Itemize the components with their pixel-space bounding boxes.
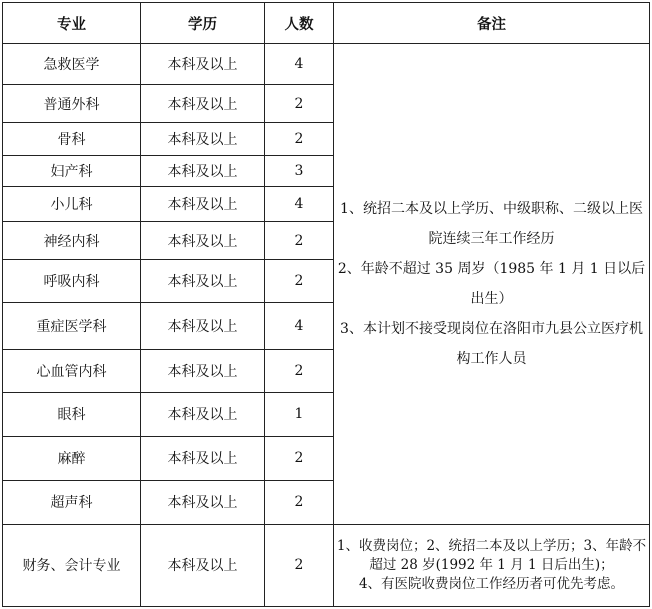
- header-notes: 备注: [334, 3, 650, 44]
- major-cell: 急救医学: [3, 44, 141, 85]
- education-cell: 本科及以上: [141, 392, 265, 436]
- education-cell: 本科及以上: [141, 222, 265, 260]
- count-cell: 2: [265, 222, 334, 260]
- count-cell: 4: [265, 44, 334, 85]
- header-major: 专业: [3, 3, 141, 44]
- count-cell: 2: [265, 524, 334, 606]
- education-cell: 本科及以上: [141, 524, 265, 606]
- education-cell: 本科及以上: [141, 303, 265, 349]
- count-cell: 2: [265, 123, 334, 156]
- major-cell: 超声科: [3, 480, 141, 524]
- major-cell: 麻醉: [3, 436, 141, 480]
- count-cell: 2: [265, 436, 334, 480]
- major-cell: 财务、会计专业: [3, 524, 141, 606]
- count-cell: 2: [265, 480, 334, 524]
- header-count: 人数: [265, 3, 334, 44]
- clinical-notes-cell: [334, 44, 650, 525]
- education-cell: 本科及以上: [141, 260, 265, 303]
- education-cell: 本科及以上: [141, 436, 265, 480]
- education-cell: 本科及以上: [141, 187, 265, 222]
- recruitment-table: [2, 2, 650, 607]
- count-cell: 2: [265, 260, 334, 303]
- note-line: 2、年龄不超过 35 周岁（1985 年 1 月 1 日以后出生）: [337, 260, 646, 307]
- education-cell: 本科及以上: [141, 156, 265, 187]
- finance-notes-cell: [334, 524, 650, 606]
- count-cell: 4: [265, 187, 334, 222]
- header-education: 学历: [141, 3, 265, 44]
- major-cell: 心血管内科: [3, 349, 141, 392]
- major-cell: 神经内科: [3, 222, 141, 260]
- count-cell: 3: [265, 156, 334, 187]
- count-cell: 2: [265, 349, 334, 392]
- note-line: 4、有医院收费岗位工作经历者可优先考虑。: [358, 575, 625, 592]
- count-cell: 1: [265, 392, 334, 436]
- table-row-finance: [3, 524, 650, 606]
- major-cell: 骨科: [3, 123, 141, 156]
- major-cell: 重症医学科: [3, 303, 141, 349]
- major-cell: 眼科: [3, 392, 141, 436]
- education-cell: 本科及以上: [141, 85, 265, 123]
- note-line: 1、统招二本及以上学历、中级职称、二级以上医院连续三年工作经历: [340, 200, 643, 247]
- count-cell: 4: [265, 303, 334, 349]
- major-cell: 小儿科: [3, 187, 141, 222]
- major-cell: 普通外科: [3, 85, 141, 123]
- count-cell: 2: [265, 85, 334, 123]
- education-cell: 本科及以上: [141, 123, 265, 156]
- major-cell: 呼吸内科: [3, 260, 141, 303]
- education-cell: 本科及以上: [141, 480, 265, 524]
- note-line: 3、本计划不接受现岗位在洛阳市九县公立医疗机构工作人员: [340, 320, 643, 367]
- education-cell: 本科及以上: [141, 44, 265, 85]
- header-row: [3, 3, 650, 44]
- note-line: 1、收费岗位；2、统招二本及以上学历；3、年龄不超过 28 岁(1992 年 1 月 1 日后出生)；: [336, 537, 647, 573]
- table-row: [3, 44, 650, 85]
- education-cell: 本科及以上: [141, 349, 265, 392]
- major-cell: 妇产科: [3, 156, 141, 187]
